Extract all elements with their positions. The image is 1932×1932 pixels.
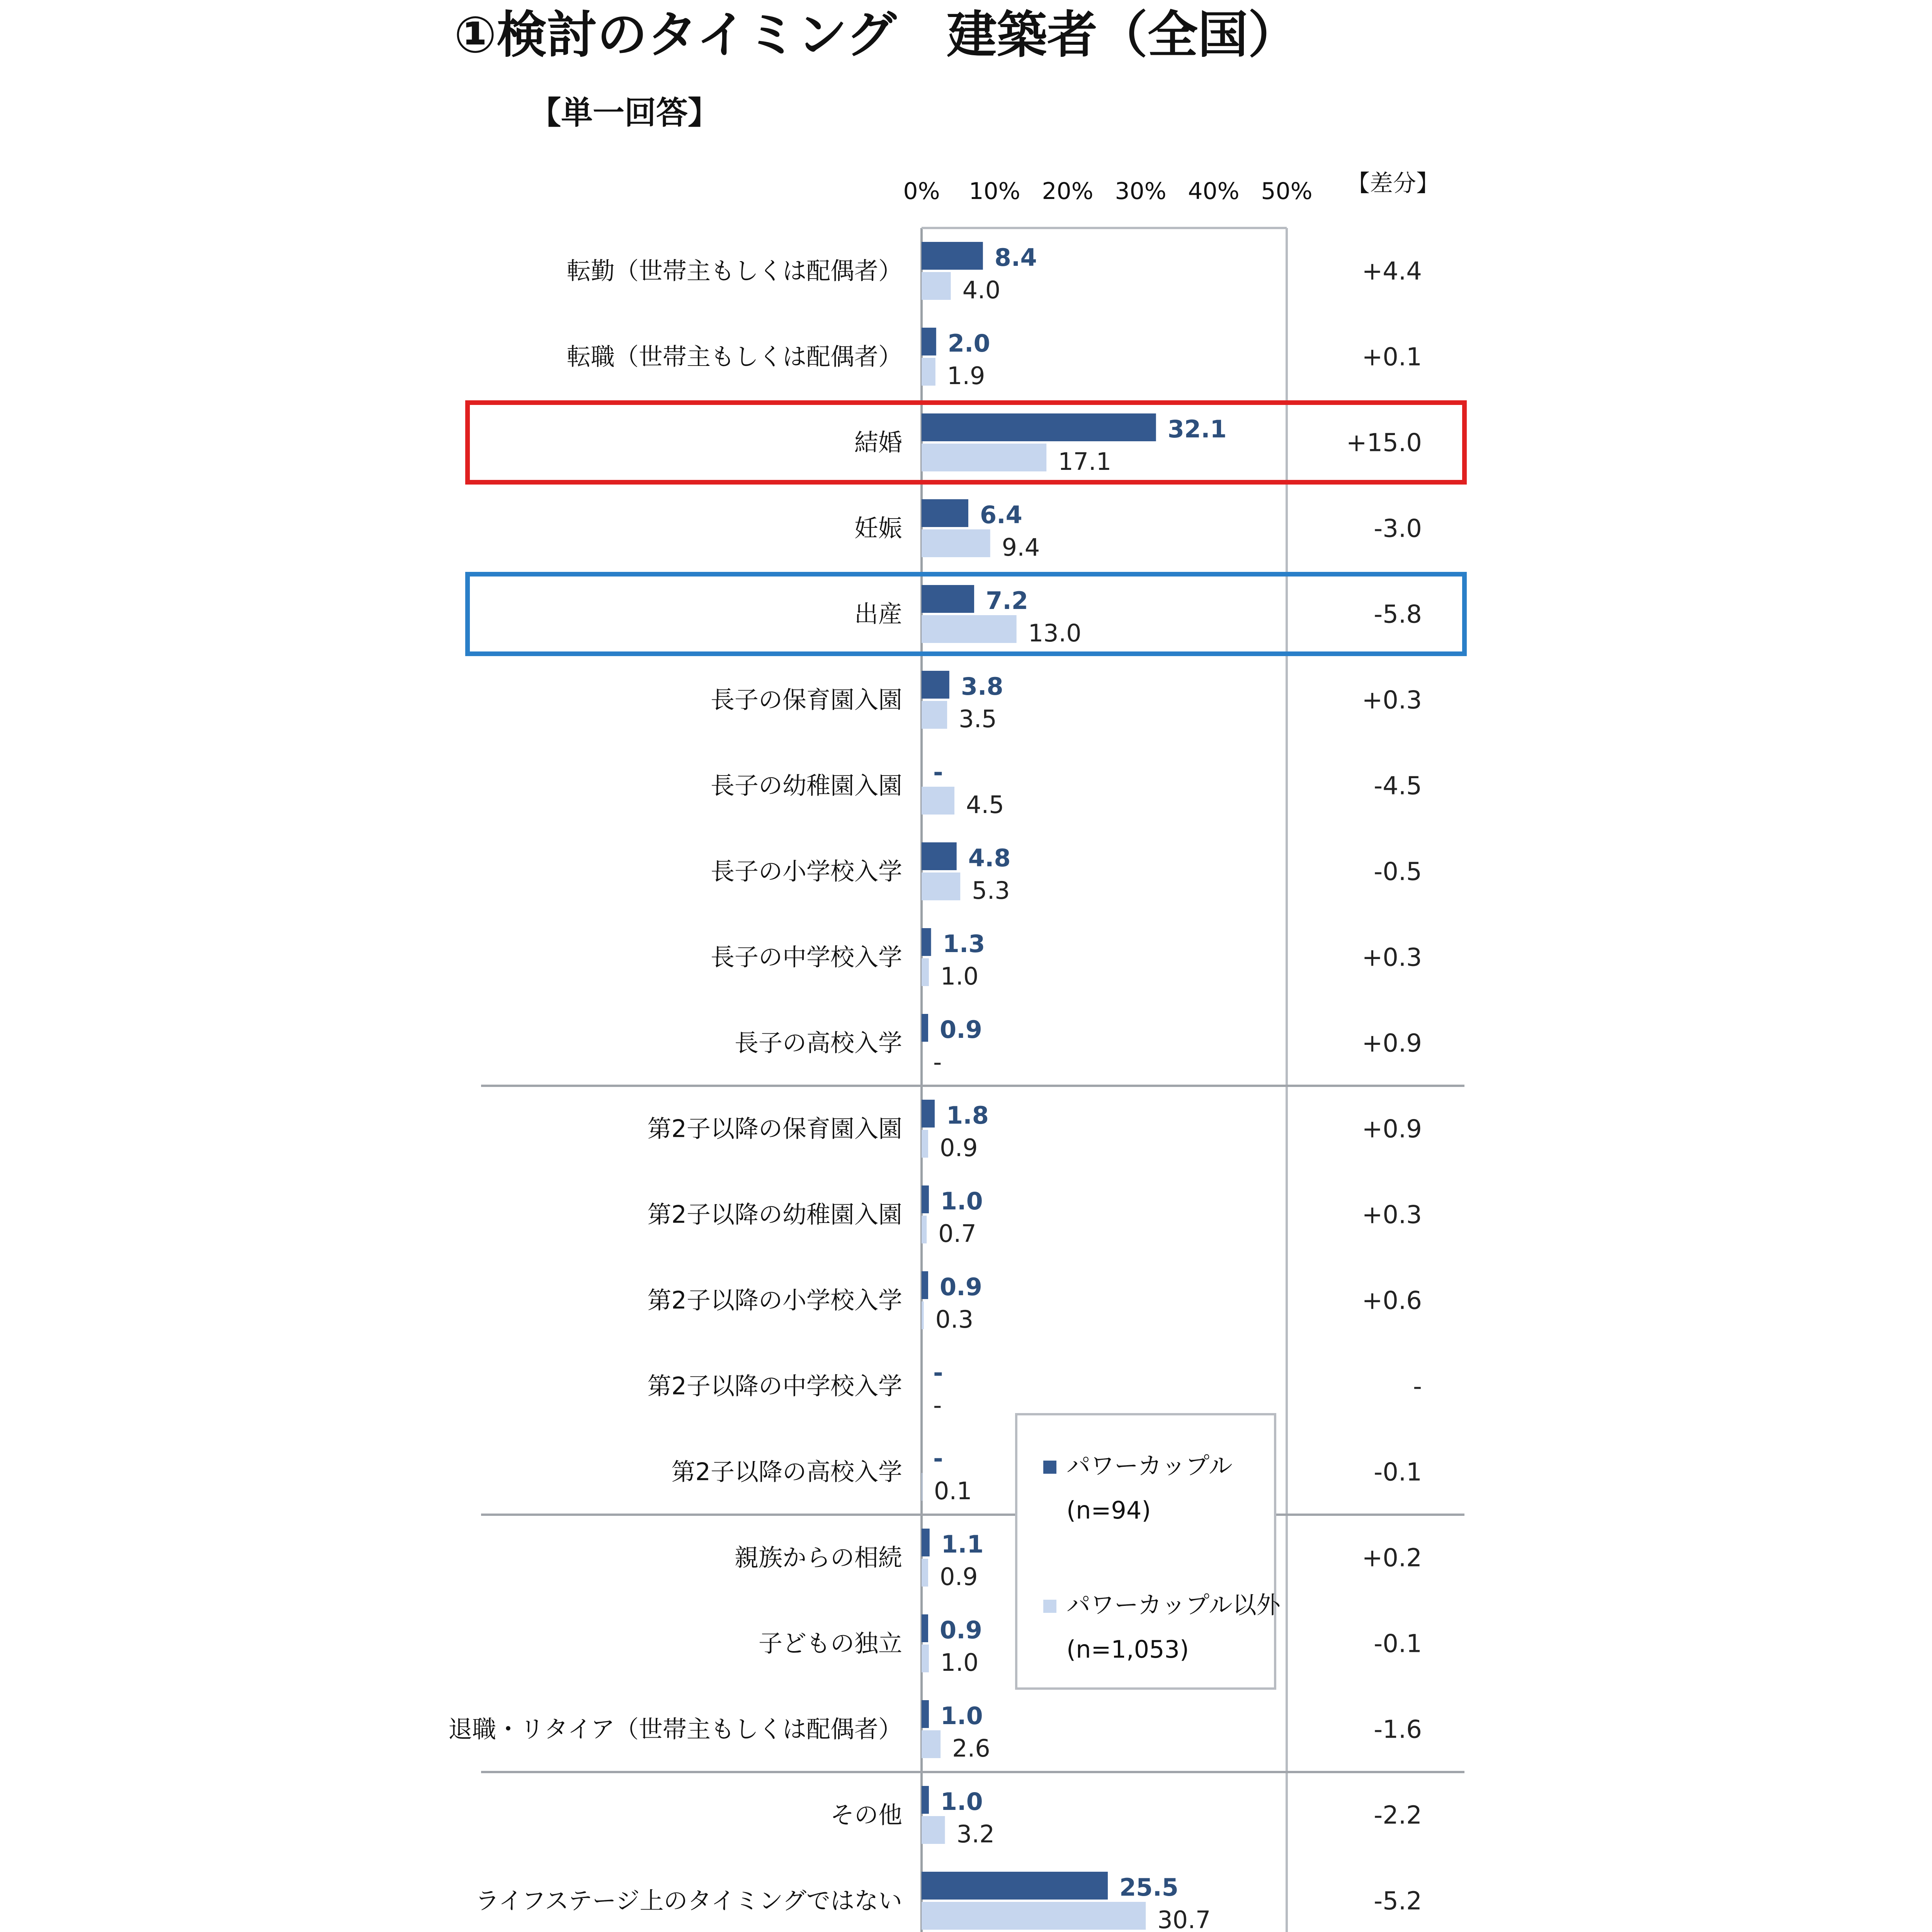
bar-others: [922, 1216, 927, 1243]
diff-value: +0.3: [1362, 1201, 1422, 1230]
diff-value: +0.3: [1362, 943, 1422, 972]
x-tick-label: 50%: [1261, 178, 1313, 205]
value-label-power-couple: 1.0: [940, 1187, 983, 1215]
value-label-power-couple: 7.2: [986, 587, 1028, 615]
legend-swatch-power-couple: [1043, 1461, 1056, 1474]
value-label-power-couple: 32.1: [1167, 415, 1227, 443]
chart-row: [854, 585, 1422, 647]
value-label-power-couple: -: [933, 1444, 943, 1473]
value-label-others: -: [933, 1048, 942, 1076]
diff-value: +0.6: [1362, 1286, 1422, 1315]
value-label-power-couple: 1.3: [942, 930, 985, 958]
diff-value: -: [1413, 1372, 1422, 1401]
legend-label-power-couple: パワーカップル: [1066, 1452, 1233, 1480]
bar-others: [922, 1130, 928, 1158]
category-label: その他: [830, 1801, 902, 1829]
bar-others: [922, 1645, 929, 1672]
diff-header: 【差分】: [1347, 170, 1439, 197]
chart-row: [448, 1700, 1422, 1762]
bar-power-couple: [922, 1786, 929, 1814]
diff-value: -5.2: [1374, 1887, 1422, 1916]
bar-others: [922, 272, 951, 300]
chart-row: [711, 928, 1422, 990]
bar-power-couple: [922, 1100, 935, 1128]
legend-label-others: パワーカップル以外: [1066, 1591, 1281, 1619]
diff-value: -2.2: [1374, 1801, 1422, 1830]
value-label-others: 9.4: [1002, 533, 1040, 561]
chart-subtitle: 【単一回答】: [529, 95, 720, 131]
value-label-others: 3.2: [956, 1820, 995, 1848]
chart-row: [711, 671, 1422, 733]
chart-row: [854, 499, 1422, 561]
value-label-others: 1.0: [940, 962, 979, 990]
chart-row: [567, 328, 1422, 390]
bar-others: [922, 358, 935, 386]
value-label-power-couple: -: [933, 1359, 943, 1387]
x-tick-label: 20%: [1042, 178, 1094, 205]
value-label-others: 4.0: [962, 276, 1001, 304]
bar-power-couple: [922, 842, 957, 870]
bar-power-couple: [922, 671, 949, 699]
diff-value: +0.1: [1362, 343, 1422, 372]
value-label-others: 30.7: [1157, 1906, 1211, 1932]
value-label-others: 3.5: [959, 705, 997, 733]
chart-row: [475, 1872, 1422, 1932]
diff-value: -0.5: [1374, 857, 1422, 886]
x-axis-ticks: [903, 178, 1312, 205]
value-label-others: 0.1: [934, 1477, 972, 1505]
diff-value: +0.3: [1362, 686, 1422, 715]
diff-value: +0.9: [1362, 1029, 1422, 1058]
value-label-power-couple: 1.0: [940, 1787, 983, 1816]
bar-power-couple: [922, 1271, 928, 1299]
category-label: 長子の高校入学: [734, 1029, 902, 1057]
value-label-others: 2.6: [952, 1734, 990, 1762]
value-label-power-couple: 6.4: [980, 501, 1022, 529]
bar-power-couple: [922, 1529, 930, 1556]
chart-row: [854, 413, 1422, 476]
category-label: 転勤（世帯主もしくは配偶者）: [566, 257, 902, 285]
legend-n-power-couple: (n=94): [1066, 1496, 1151, 1524]
diff-value: -3.0: [1374, 514, 1422, 543]
category-label: 結婚: [854, 428, 902, 457]
category-label: 第2子以降の幼稚園入園: [647, 1200, 902, 1229]
bar-others: [922, 1730, 940, 1758]
category-label: 長子の中学校入学: [710, 943, 902, 971]
diff-value: -1.6: [1374, 1715, 1422, 1744]
diff-value: -0.1: [1374, 1458, 1422, 1487]
category-label: 第2子以降の小学校入学: [647, 1286, 902, 1315]
x-tick-label: 0%: [903, 178, 940, 205]
value-label-others: 0.7: [938, 1219, 976, 1248]
value-label-others: 4.5: [966, 791, 1004, 819]
bar-others: [922, 958, 929, 986]
legend: [1016, 1414, 1281, 1689]
value-label-power-couple: 1.1: [941, 1530, 984, 1558]
category-label: 長子の小学校入学: [710, 857, 902, 886]
bar-power-couple: [922, 1700, 929, 1728]
chart-row: [648, 1271, 1422, 1333]
bar-others: [922, 872, 960, 900]
value-label-others: 17.1: [1058, 447, 1112, 476]
value-label-power-couple: 3.8: [961, 672, 1003, 701]
diff-value: +0.9: [1362, 1115, 1422, 1144]
bar-others: [922, 1559, 928, 1587]
diff-value: +4.4: [1362, 257, 1422, 286]
bar-others: [922, 444, 1046, 471]
bar-others: [922, 1816, 945, 1844]
bar-others: [922, 1301, 924, 1329]
x-tick-label: 40%: [1188, 178, 1240, 205]
chart-row: [648, 1359, 1422, 1419]
chart-row: [711, 758, 1422, 819]
chart-title: ①検討のタイミング 建築者（全国）: [454, 5, 1298, 64]
value-label-others: 1.0: [940, 1648, 979, 1677]
value-label-power-couple: 0.9: [940, 1015, 982, 1044]
bar-power-couple: [922, 413, 1156, 441]
value-label-others: 13.0: [1028, 619, 1082, 647]
category-label: 第2子以降の中学校入学: [647, 1372, 902, 1400]
category-label: 子どもの独立: [758, 1629, 902, 1658]
diff-value: -5.8: [1374, 600, 1422, 629]
category-label: 親族からの相続: [734, 1543, 902, 1572]
value-label-power-couple: 8.4: [994, 243, 1037, 272]
diff-value: -0.1: [1374, 1629, 1422, 1658]
value-label-power-couple: 25.5: [1119, 1873, 1179, 1901]
chart-row: [735, 1014, 1422, 1076]
bar-power-couple: [922, 328, 936, 355]
value-label-power-couple: 0.9: [940, 1273, 982, 1301]
bar-power-couple: [922, 242, 983, 270]
category-label: 長子の幼稚園入園: [710, 771, 902, 800]
diff-value: +0.2: [1362, 1544, 1422, 1573]
value-label-power-couple: 2.0: [947, 329, 990, 357]
chart-row: [648, 1100, 1422, 1162]
chart-row: [711, 842, 1422, 905]
value-label-others: 5.3: [972, 876, 1010, 905]
bar-power-couple: [922, 585, 974, 613]
bar-power-couple: [922, 1185, 929, 1213]
legend-n-others: (n=1,053): [1066, 1635, 1189, 1663]
value-label-power-couple: 4.8: [968, 844, 1011, 872]
value-label-power-couple: 1.0: [940, 1702, 983, 1730]
chart-row: [830, 1786, 1422, 1848]
diff-value: -4.5: [1374, 772, 1422, 801]
chart-row: [567, 242, 1422, 304]
value-label-others: 0.9: [940, 1563, 978, 1591]
category-label: ライフステージ上のタイミングではない: [475, 1886, 902, 1915]
chart-row: [648, 1185, 1422, 1248]
value-label-others: 0.3: [935, 1305, 974, 1333]
category-label: 転職（世帯主もしくは配偶者）: [566, 342, 902, 371]
bar-others: [922, 615, 1017, 643]
bar-power-couple: [922, 499, 968, 527]
value-label-others: 0.9: [940, 1134, 978, 1162]
category-label: 長子の保育園入園: [710, 685, 902, 714]
x-tick-label: 10%: [969, 178, 1020, 205]
x-tick-label: 30%: [1115, 178, 1167, 205]
value-label-power-couple: 0.9: [940, 1616, 982, 1644]
category-label: 出産: [854, 600, 902, 628]
value-label-others: -: [933, 1391, 942, 1419]
bar-power-couple: [922, 1872, 1108, 1900]
diff-value: +15.0: [1346, 429, 1422, 457]
legend-swatch-others: [1043, 1600, 1056, 1613]
category-label: 妊娠: [854, 514, 902, 543]
bar-power-couple: [922, 1614, 928, 1642]
bar-others: [922, 529, 990, 557]
bar-power-couple: [922, 928, 931, 956]
bar-others: [922, 701, 947, 729]
value-label-others: 1.9: [947, 362, 985, 390]
value-label-power-couple: -: [933, 758, 943, 786]
bar-others: [922, 787, 954, 815]
value-label-power-couple: 1.8: [946, 1101, 989, 1129]
bar-others: [922, 1902, 1146, 1930]
category-label: 第2子以降の高校入学: [671, 1458, 902, 1486]
category-label: 第2子以降の保育園入園: [647, 1114, 902, 1143]
category-label: 退職・リタイア（世帯主もしくは配偶者）: [448, 1715, 902, 1743]
bar-power-couple: [922, 1014, 928, 1042]
